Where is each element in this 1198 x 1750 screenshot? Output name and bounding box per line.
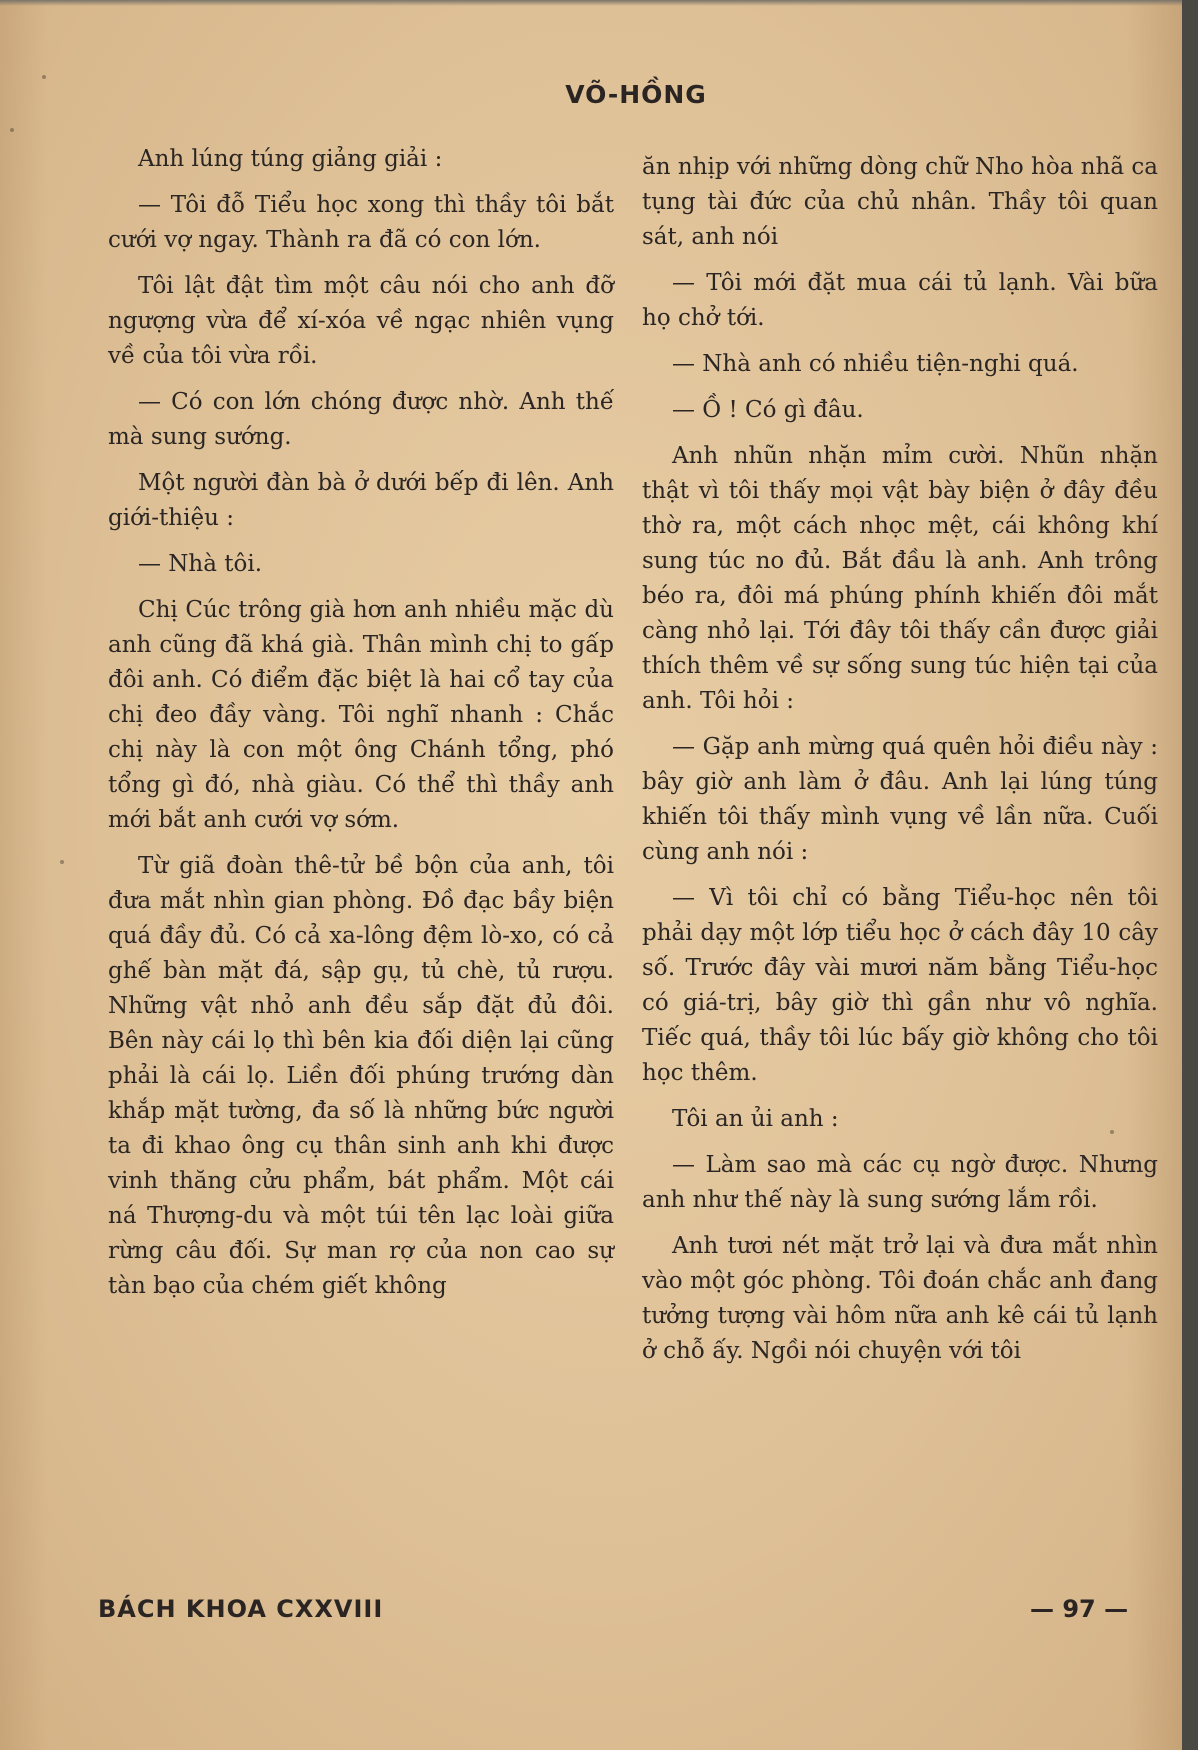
page-top-shadow bbox=[0, 0, 1198, 6]
running-head-author: VÕ-HỒNG bbox=[565, 80, 707, 109]
paragraph: Chị Cúc trông già hơn anh nhiều mặc dù anh cũng đã khá già. Thân mình chị to gấp đôi anh. Có điểm đặc biệt là hai cổ tay của chị đeo đầy vàng. Tôi nghĩ nhanh : Chắc chị này là con một ông Chánh tổng, phó tổng gì đó, nhà giàu. Có thể thì thầy anh mới bắt anh cưới vợ sớm. bbox=[108, 597, 614, 833]
paragraph: Một người đàn bà ở dưới bếp đi lên. Anh giới-thiệu : bbox=[108, 470, 614, 531]
scan-right-border bbox=[1182, 0, 1198, 1750]
paragraph: — Gặp anh mừng quá quên hỏi điều này : bây giờ anh làm ở đâu. Anh lại lúng túng khiến tôi thấy mình vụng về lần nữa. Cuối cùng anh nói : bbox=[642, 734, 1158, 865]
paper-speck bbox=[1110, 1130, 1114, 1134]
paragraph: Anh lúng túng giảng giải : bbox=[138, 146, 443, 172]
paragraph: ăn nhịp với những dòng chữ Nho hòa nhã ca tụng tài đức của chủ nhân. Thầy tôi quan sát, anh nói bbox=[642, 154, 1158, 250]
footer-publication: BÁCH KHOA CXXVIII bbox=[98, 1595, 384, 1623]
paper-speck bbox=[10, 128, 14, 132]
paragraph: — Có con lớn chóng được nhờ. Anh thế mà sung sướng. bbox=[108, 389, 614, 450]
paper-speck bbox=[60, 860, 64, 864]
paragraph: — Làm sao mà các cụ ngờ được. Nhưng anh như thế này là sung sướng lắm rồi. bbox=[642, 1152, 1158, 1213]
paragraph: Từ giã đoàn thê-tử bề bộn của anh, tôi đưa mắt nhìn gian phòng. Đồ đạc bầy biện quá đầy đủ. Có cả xa-lông đệm lò-xo, có cả ghế bàn mặt đá, sập gụ, tủ chè, tủ rượu. Những vật nhỏ anh đều sắp đặt đủ đôi. Bên này cái lọ thì bên kia đối diện lại cũng phải là cái lọ. Liền đối phúng trướng dàn khắp mặt tường, đa số là những bức người ta đi khao ông cụ thân sinh anh khi được vinh thăng cửu phẩm, bát phẩm. Một cái ná Thượng-du và một túi tên lạc loài giữa rừng câu đối. Sự man rợ của non cao sự tàn bạo của chém giết không bbox=[108, 853, 614, 1299]
paragraph: — Tôi đỗ Tiểu học xong thì thầy tôi bắt cưới vợ ngay. Thành ra đã có con lớn. bbox=[108, 192, 614, 253]
paragraph: Tôi lật đật tìm một câu nói cho anh đỡ ngượng vừa để xí-xóa về ngạc nhiên vụng về của tôi vừa rồi. bbox=[108, 273, 614, 369]
paper-speck bbox=[42, 75, 46, 79]
footer-page-number: — 97 — bbox=[1030, 1595, 1129, 1623]
right-text-column bbox=[642, 150, 1158, 1380]
paragraph: Anh nhũn nhặn mỉm cười. Nhũn nhặn thật vì tôi thấy mọi vật bày biện ở đây đều thờ ra, một cách nhọc mệt, cái không khí sung túc no đủ. Bắt đầu là anh. Anh trông béo ra, đôi má phúng phính khiến đôi mắt càng nhỏ lại. Tới đây tôi thấy cần được giải thích thêm về sự sống sung túc hiện tại của anh. Tôi hỏi : bbox=[642, 443, 1158, 714]
paragraph: — Vì tôi chỉ có bằng Tiểu-học nên tôi phải dạy một lớp tiểu học ở cách đây 10 cây số. Trước đây vài mươi năm bằng Tiểu-học có giá-trị, bây giờ thì gần như vô nghĩa. Tiếc quá, thầy tôi lúc bấy giờ không cho tôi học thêm. bbox=[642, 885, 1158, 1086]
paragraph: Tôi an ủi anh : bbox=[672, 1106, 839, 1132]
left-text-column bbox=[108, 142, 614, 1315]
paragraph: — Tôi mới đặt mua cái tủ lạnh. Vài bữa họ chở tới. bbox=[642, 270, 1158, 331]
paragraph: Anh tươi nét mặt trở lại và đưa mắt nhìn vào một góc phòng. Tôi đoán chắc anh đang tưởng tượng vài hôm nữa anh kê cái tủ lạnh ở chỗ ấy. Ngồi nói chuyện với tôi bbox=[642, 1233, 1158, 1364]
paragraph: — Ồ ! Có gì đâu. bbox=[672, 397, 864, 423]
paragraph: — Nhà anh có nhiều tiện-nghi quá. bbox=[672, 351, 1079, 377]
paragraph: — Nhà tôi. bbox=[138, 551, 263, 577]
